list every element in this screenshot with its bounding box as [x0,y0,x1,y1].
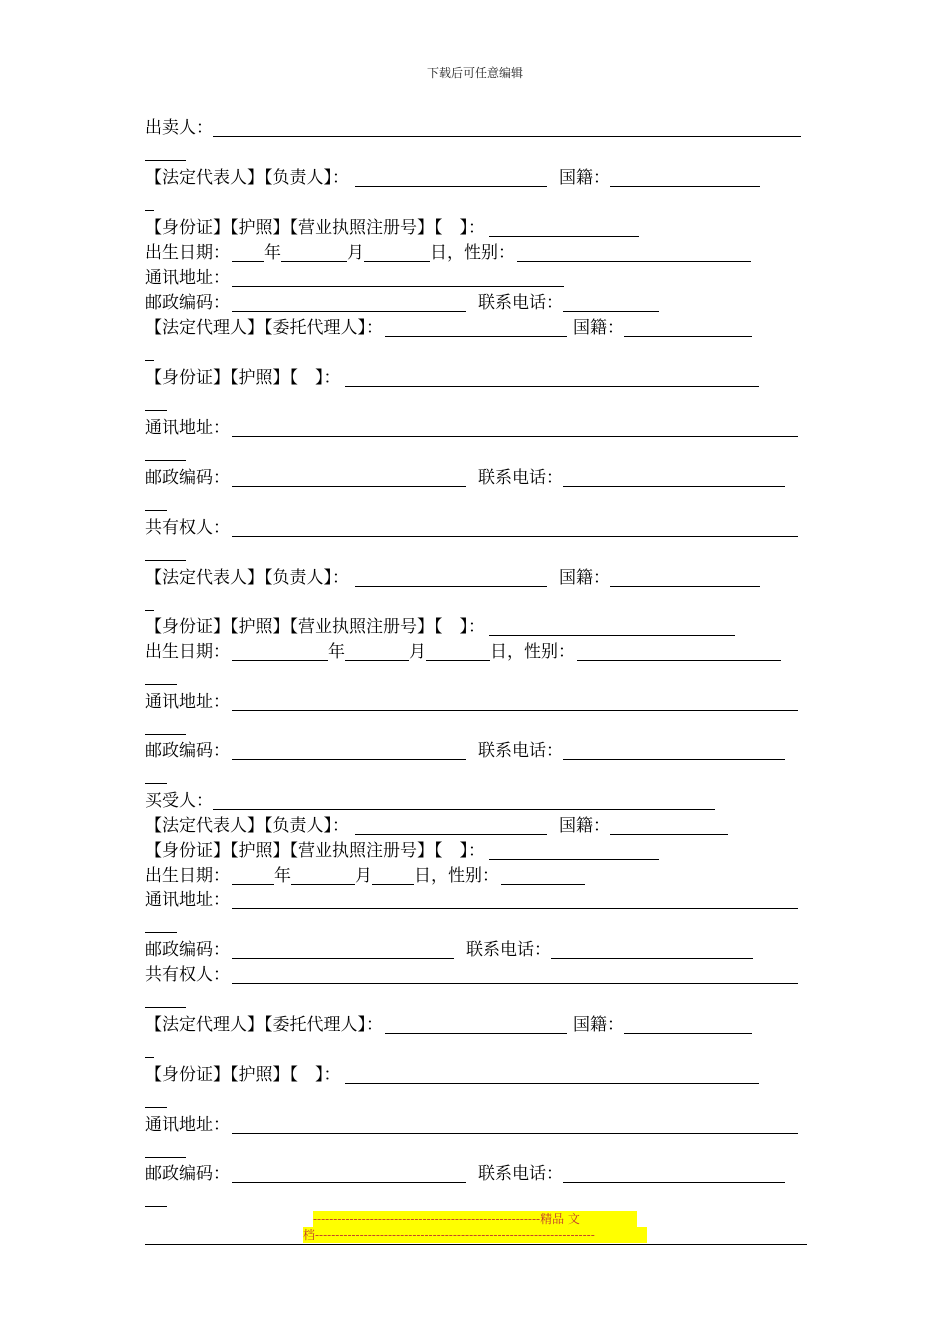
footer-watermark-line1: --------------------------------------------------------精品 文 [313,1211,637,1227]
footer-watermark-line2: 档--------------------------------------------------------------------- [303,1227,647,1243]
seller-agent-postcode-row [145,466,785,490]
seller-postcode-row [145,291,659,315]
buyer-address-row [145,888,798,912]
seller-nationality-label: 国籍： [559,168,610,188]
co-owner-1-birth-month-field[interactable] [345,640,409,661]
buyer-address-label: 通讯地址： [145,890,230,910]
co-owner-1-birth-year-field[interactable] [232,640,328,661]
co-owner-1-birth-label: 出生日期： [145,642,230,662]
seller-phone-field[interactable] [563,291,659,312]
seller-birth-label: 出生日期： [145,243,230,263]
wrap-line [145,360,154,361]
buyer-birth-day-field[interactable] [372,864,414,885]
seller-agent-id-label: 【身份证】【护照】【 】： [145,368,341,388]
buyer-name-row [145,789,715,813]
seller-agent-label: 【法定代理人】【委托代理人】： [145,318,383,338]
co-owner-2-agent-label: 【法定代理人】【委托代理人】： [145,1015,383,1035]
buyer-day-gender-label: 日，性别： [414,866,499,886]
seller-postcode-field[interactable] [232,291,466,312]
co-owner-2-nationality-field[interactable] [624,1013,752,1034]
seller-agent-postcode-field[interactable] [232,466,466,487]
buyer-postcode-label: 邮政编码： [145,940,230,960]
buyer-rep-row [145,814,728,838]
co-owner-2-id-label: 【身份证】【护照】【 】： [145,1065,341,1085]
seller-birth-row [145,241,751,265]
seller-birth-month-field[interactable] [281,241,347,262]
wrap-line [145,1157,186,1158]
seller-agent-phone-field[interactable] [563,466,785,487]
buyer-id-field[interactable] [489,839,659,860]
seller-agent-row [145,316,752,340]
seller-id-label: 【身份证】【护照】【营业执照注册号】【 】： [145,218,485,238]
seller-agent-address-label: 通讯地址： [145,418,230,438]
buyer-rep-label: 【法定代表人】【负责人】： [145,816,349,836]
wrap-line [145,160,186,161]
co-owner-2-id-field[interactable] [345,1063,759,1084]
co-owner-1-rep-field[interactable] [355,566,547,587]
buyer-month-label: 月 [355,866,372,886]
seller-title: 出卖人： [145,118,213,138]
seller-agent-phone-label: 联系电话： [478,468,563,488]
seller-birth-day-field[interactable] [364,241,430,262]
co-owner-2-phone-field[interactable] [563,1162,785,1183]
co-owner-1-title: 共有权人： [145,518,230,538]
co-owner-2-row [145,963,798,987]
wrap-line [145,1007,186,1008]
wrap-line [145,684,177,685]
buyer-nationality-label: 国籍： [559,816,610,836]
co-owner-2-phone-label: 联系电话： [478,1164,563,1184]
co-owner-1-postcode-label: 邮政编码： [145,741,230,761]
buyer-rep-field[interactable] [355,814,547,835]
wrap-line [145,410,167,411]
seller-rep-label: 【法定代表人】【负责人】： [145,168,349,188]
co-owner-2-agent-row [145,1013,752,1037]
seller-address-field[interactable] [232,266,564,287]
wrap-line [145,783,167,784]
buyer-birth-label: 出生日期： [145,866,230,886]
co-owner-1-phone-field[interactable] [563,739,785,760]
seller-address-label: 通讯地址： [145,268,230,288]
co-owner-2-address-row [145,1113,798,1137]
seller-phone-label: 联系电话： [478,293,563,313]
buyer-phone-field[interactable] [551,938,753,959]
wrap-line [145,560,186,561]
buyer-id-label: 【身份证】【护照】【营业执照注册号】【 】： [145,841,485,861]
wrap-line [145,510,167,511]
seller-nationality-field[interactable] [610,166,760,187]
co-owner-1-address-row [145,690,798,714]
page-header: 下载后可任意编辑 [426,66,523,80]
wrap-line [145,1057,154,1058]
co-owner-1-address-field[interactable] [232,690,798,711]
wrap-line [145,932,177,933]
co-owner-1-birth-day-field[interactable] [426,640,490,661]
buyer-birth-year-field[interactable] [232,864,274,885]
wrap-line [145,1206,167,1207]
seller-name-row [145,116,801,140]
co-owner-1-nationality-label: 国籍： [559,568,610,588]
co-owner-2-agent-field[interactable] [385,1013,567,1034]
buyer-year-label: 年 [274,866,291,886]
co-owner-1-year-label: 年 [328,642,345,662]
seller-agent-nationality-field[interactable] [624,316,752,337]
co-owner-1-id-field[interactable] [489,615,735,636]
co-owner-1-rep-label: 【法定代表人】【负责人】： [145,568,349,588]
wrap-line [145,1107,167,1108]
buyer-id-row [145,839,659,863]
buyer-postcode-field[interactable] [232,938,454,959]
footer-rule [145,1244,807,1245]
seller-agent-address-row [145,416,798,440]
seller-id-field[interactable] [489,216,639,237]
seller-agent-postcode-label: 邮政编码： [145,468,230,488]
co-owner-1-birth-row [145,640,781,664]
co-owner-1-gender-field[interactable] [577,640,781,661]
co-owner-2-address-label: 通讯地址： [145,1115,230,1135]
co-owner-2-id-row [145,1063,759,1087]
seller-gender-field[interactable] [517,241,751,262]
seller-agent-id-row [145,366,759,390]
buyer-phone-label: 联系电话： [466,940,551,960]
co-owner-1-postcode-row [145,739,785,763]
seller-agent-id-field[interactable] [345,366,759,387]
seller-rep-field[interactable] [355,166,547,187]
wrap-line [145,734,186,735]
buyer-nationality-field[interactable] [610,814,728,835]
buyer-gender-field[interactable] [501,864,585,885]
co-owner-1-nationality-field[interactable] [610,566,760,587]
co-owner-2-title: 共有权人： [145,965,230,985]
seller-agent-address-field[interactable] [232,416,798,437]
seller-agent-field[interactable] [385,316,567,337]
seller-address-row [145,266,564,290]
co-owner-2-name-field[interactable] [232,963,798,984]
seller-postcode-label: 邮政编码： [145,293,230,313]
co-owner-1-address-label: 通讯地址： [145,692,230,712]
co-owner-1-name-field[interactable] [232,516,798,537]
seller-year-label: 年 [264,243,281,263]
co-owner-2-postcode-field[interactable] [232,1162,466,1183]
buyer-birth-month-field[interactable] [291,864,355,885]
co-owner-2-address-field[interactable] [232,1113,798,1134]
seller-day-gender-label: 日，性别： [430,243,515,263]
seller-name-field[interactable] [213,116,801,137]
seller-rep-row [145,166,760,190]
co-owner-1-month-label: 月 [409,642,426,662]
co-owner-2-postcode-label: 邮政编码： [145,1164,230,1184]
buyer-name-field[interactable] [213,789,715,810]
co-owner-1-row [145,516,798,540]
buyer-postcode-row [145,938,753,962]
co-owner-1-id-label: 【身份证】【护照】【营业执照注册号】【 】： [145,617,485,637]
co-owner-1-id-row [145,615,735,639]
seller-month-label: 月 [347,243,364,263]
buyer-title: 买受人： [145,791,213,811]
buyer-address-field[interactable] [232,888,798,909]
wrap-line [145,460,186,461]
co-owner-1-postcode-field[interactable] [232,739,466,760]
co-owner-1-phone-label: 联系电话： [478,741,563,761]
wrap-line [145,610,154,611]
co-owner-1-day-gender-label: 日，性别： [490,642,575,662]
seller-id-row [145,216,639,240]
co-owner-1-rep-row [145,566,760,590]
buyer-birth-row [145,864,585,888]
co-owner-2-postcode-row [145,1162,785,1186]
wrap-line [145,210,154,211]
co-owner-2-nationality-label: 国籍： [573,1015,624,1035]
seller-birth-year-field[interactable] [232,241,264,262]
seller-agent-nationality-label: 国籍： [573,318,624,338]
